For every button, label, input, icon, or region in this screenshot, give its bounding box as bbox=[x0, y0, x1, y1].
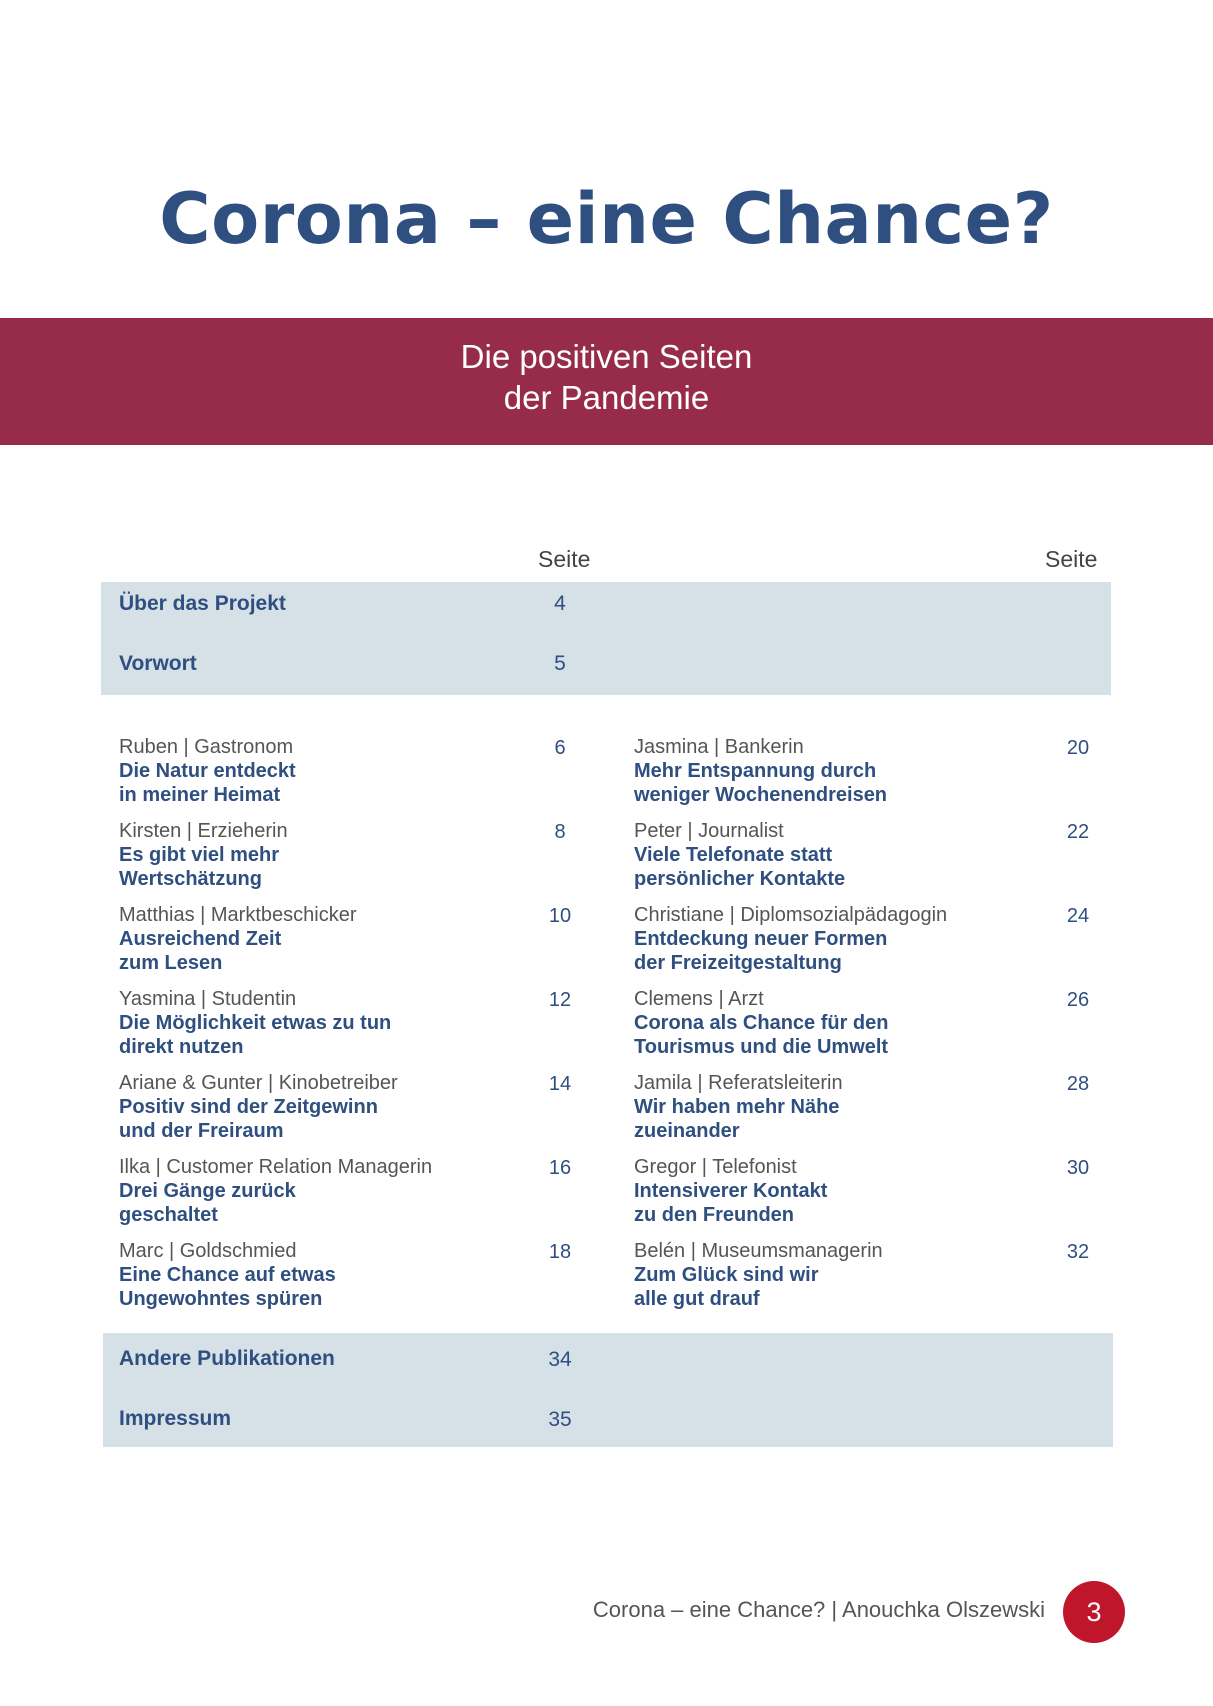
footer-text: Corona – eine Chance? | Anouchka Olszewski bbox=[592, 1597, 1045, 1622]
toc-link-foreword[interactable]: Vorwort bbox=[119, 652, 197, 675]
toc-page-imprint: 35 bbox=[548, 1408, 572, 1431]
entry-page-number: 24 bbox=[1066, 905, 1090, 927]
entry-headline: zueinander bbox=[634, 1120, 740, 1142]
entry-person: Ilka | Customer Relation Managerin bbox=[119, 1156, 433, 1178]
toc-entry[interactable] bbox=[634, 1071, 843, 1143]
banner-line-1: Die positiven Seiten bbox=[460, 338, 753, 375]
entry-person: Marc | Goldschmied bbox=[119, 1240, 297, 1262]
entry-headline: Corona als Chance für den bbox=[634, 1012, 889, 1034]
page-title: Corona – eine Chance? bbox=[159, 178, 1054, 260]
entry-headline: direkt nutzen bbox=[119, 1036, 244, 1058]
toc-entry[interactable] bbox=[119, 819, 288, 891]
entry-page-number: 16 bbox=[548, 1157, 572, 1179]
entry-person: Gregor | Telefonist bbox=[634, 1156, 797, 1178]
toc-page-about-project: 4 bbox=[554, 592, 566, 615]
entry-page-number: 10 bbox=[548, 905, 572, 927]
entry-headline: Zum Glück sind wir bbox=[634, 1264, 819, 1286]
toc-entry[interactable] bbox=[634, 903, 947, 975]
toc-link-imprint[interactable]: Impressum bbox=[119, 1407, 232, 1430]
entry-page-number: 22 bbox=[1066, 821, 1090, 843]
entry-person: Clemens | Arzt bbox=[634, 988, 764, 1010]
entry-headline: Wertschätzung bbox=[119, 868, 262, 890]
entry-headline: Mehr Entspannung durch bbox=[634, 760, 877, 782]
banner-line-2: der Pandemie bbox=[503, 379, 710, 416]
entry-page-number: 32 bbox=[1066, 1241, 1090, 1263]
toc-entry[interactable] bbox=[634, 1239, 883, 1311]
entry-person: Jasmina | Bankerin bbox=[634, 736, 804, 758]
entry-page-number: 30 bbox=[1066, 1157, 1090, 1179]
entry-person: Jamila | Referatsleiterin bbox=[634, 1072, 843, 1094]
entry-person: Yasmina | Studentin bbox=[119, 988, 297, 1010]
entry-headline: Tourismus und die Umwelt bbox=[634, 1036, 889, 1058]
entry-page-number: 14 bbox=[548, 1073, 572, 1095]
entry-page-number: 8 bbox=[554, 821, 566, 843]
entry-headline: Ausreichend Zeit bbox=[119, 928, 282, 950]
entry-page-number: 12 bbox=[548, 989, 572, 1011]
toc-entry[interactable] bbox=[634, 1155, 827, 1227]
entry-headline: Wir haben mehr Nähe bbox=[634, 1096, 840, 1118]
entry-headline: Positiv sind der Zeitgewinn bbox=[119, 1096, 378, 1118]
entry-person: Christiane | Diplomsozialpädagogin bbox=[634, 904, 948, 926]
toc-entry[interactable] bbox=[119, 1239, 336, 1311]
entry-headline: Eine Chance auf etwas bbox=[119, 1264, 336, 1286]
entry-page-number: 20 bbox=[1066, 737, 1090, 759]
entry-person: Ruben | Gastronom bbox=[119, 736, 294, 758]
entry-headline: Viele Telefonate statt bbox=[634, 844, 833, 866]
toc-entry[interactable] bbox=[119, 735, 296, 807]
entry-headline: Die Möglichkeit etwas zu tun bbox=[119, 1012, 392, 1034]
entry-person: Peter | Journalist bbox=[634, 820, 784, 842]
entry-headline: Drei Gänge zurück bbox=[119, 1180, 296, 1202]
entry-page-number: 28 bbox=[1066, 1073, 1090, 1095]
entry-headline: alle gut drauf bbox=[634, 1288, 760, 1310]
entry-headline: zum Lesen bbox=[119, 952, 223, 974]
entry-person: Ariane & Gunter | Kinobetreiber bbox=[119, 1072, 398, 1094]
entry-headline: Ungewohntes spüren bbox=[119, 1288, 323, 1310]
entry-person: Matthias | Marktbeschicker bbox=[119, 904, 357, 926]
entry-headline: weniger Wochenendreisen bbox=[634, 784, 888, 806]
toc-entry[interactable] bbox=[119, 1155, 432, 1227]
entry-headline: zu den Freunden bbox=[634, 1204, 794, 1226]
entry-person: Kirsten | Erzieherin bbox=[119, 820, 288, 842]
entry-headline: Entdeckung neuer Formen bbox=[634, 928, 888, 950]
column-header-left: Seite bbox=[538, 546, 591, 572]
entry-headline: Es gibt viel mehr bbox=[119, 844, 280, 866]
toc-entry[interactable] bbox=[634, 987, 889, 1059]
entry-page-number: 26 bbox=[1066, 989, 1090, 1011]
page-number-badge: 3 bbox=[1063, 1581, 1125, 1643]
entry-headline: Die Natur entdeckt bbox=[119, 760, 296, 782]
toc-link-other-publications[interactable]: Andere Publikationen bbox=[119, 1347, 335, 1370]
subtitle-banner bbox=[0, 318, 1213, 445]
toc-entry[interactable] bbox=[119, 987, 391, 1059]
entry-page-number: 18 bbox=[548, 1241, 572, 1263]
entry-page-number: 6 bbox=[554, 737, 566, 759]
toc-entry[interactable] bbox=[634, 735, 887, 807]
entry-headline: persönlicher Kontakte bbox=[634, 868, 846, 890]
entry-headline: Intensiverer Kontakt bbox=[634, 1180, 828, 1202]
toc-link-about-project[interactable]: Über das Projekt bbox=[119, 592, 286, 615]
toc-page-other-publications: 34 bbox=[548, 1348, 572, 1371]
toc-entry[interactable] bbox=[634, 819, 845, 891]
column-header-right: Seite bbox=[1045, 546, 1098, 572]
toc-entry[interactable] bbox=[119, 1071, 398, 1143]
entry-headline: und der Freiraum bbox=[119, 1120, 284, 1142]
entry-headline: der Freizeitgestaltung bbox=[634, 952, 842, 974]
entry-headline: in meiner Heimat bbox=[119, 784, 281, 806]
entry-headline: geschaltet bbox=[119, 1204, 218, 1226]
toc-entry[interactable] bbox=[119, 903, 357, 975]
toc-page-foreword: 5 bbox=[554, 652, 566, 675]
entry-person: Belén | Museumsmanagerin bbox=[634, 1240, 883, 1262]
